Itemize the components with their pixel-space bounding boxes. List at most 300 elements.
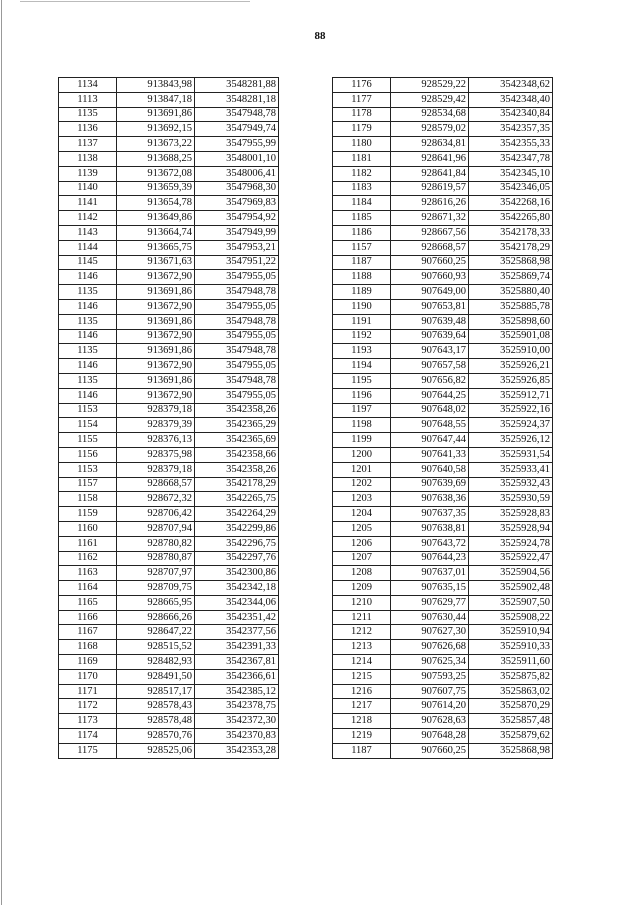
table-row (59, 122, 279, 137)
x-coordinate-cell: 907625,34 (391, 655, 469, 670)
y-coordinate-cell: 3547949,99 (195, 225, 279, 240)
y-coordinate-cell: 3542265,80 (469, 211, 553, 226)
y-coordinate-cell: 3547948,78 (195, 373, 279, 388)
x-coordinate-cell: 913665,75 (117, 240, 195, 255)
point-number-cell: 1210 (333, 595, 391, 610)
x-coordinate-cell: 928525,06 (117, 743, 195, 758)
point-number-cell: 1166 (59, 610, 117, 625)
x-coordinate-cell: 913672,90 (117, 388, 195, 403)
y-coordinate-cell: 3542268,16 (469, 196, 553, 211)
y-coordinate-cell: 3547948,78 (195, 285, 279, 300)
x-coordinate-cell: 928619,57 (391, 181, 469, 196)
table-row (59, 255, 279, 270)
table-row (333, 684, 553, 699)
point-number-cell: 1180 (333, 137, 391, 152)
point-number-cell: 1162 (59, 551, 117, 566)
y-coordinate-cell: 3525902,48 (469, 581, 553, 596)
point-number-cell: 1203 (333, 492, 391, 507)
point-number-cell: 1153 (59, 403, 117, 418)
point-number-cell: 1183 (333, 181, 391, 196)
table-row (333, 595, 553, 610)
table-row (333, 196, 553, 211)
table-row (59, 507, 279, 522)
y-coordinate-cell: 3547954,92 (195, 211, 279, 226)
x-coordinate-cell: 928634,81 (391, 137, 469, 152)
x-coordinate-cell: 928379,39 (117, 418, 195, 433)
x-coordinate-cell: 907593,25 (391, 669, 469, 684)
point-number-cell: 1160 (59, 521, 117, 536)
x-coordinate-cell: 913843,98 (117, 78, 195, 93)
y-coordinate-cell: 3542348,40 (469, 92, 553, 107)
point-number-cell: 1136 (59, 122, 117, 137)
y-coordinate-cell: 3542372,30 (195, 714, 279, 729)
table-row (333, 418, 553, 433)
point-number-cell: 1134 (59, 78, 117, 93)
point-number-cell: 1176 (333, 78, 391, 93)
y-coordinate-cell: 3542265,75 (195, 492, 279, 507)
y-coordinate-cell: 3525885,78 (469, 299, 553, 314)
table-row (333, 270, 553, 285)
point-number-cell: 1182 (333, 166, 391, 181)
x-coordinate-cell: 913847,18 (117, 92, 195, 107)
y-coordinate-cell: 3547955,05 (195, 359, 279, 374)
y-coordinate-cell: 3525928,94 (469, 521, 553, 536)
point-number-cell: 1204 (333, 507, 391, 522)
point-number-cell: 1135 (59, 314, 117, 329)
table-row (333, 492, 553, 507)
point-number-cell: 1184 (333, 196, 391, 211)
y-coordinate-cell: 3542351,42 (195, 610, 279, 625)
x-coordinate-cell: 928534,68 (391, 107, 469, 122)
table-row (59, 729, 279, 744)
x-coordinate-cell: 907629,77 (391, 595, 469, 610)
x-coordinate-cell: 907640,58 (391, 462, 469, 477)
x-coordinate-cell: 928667,56 (391, 225, 469, 240)
point-number-cell: 1157 (59, 477, 117, 492)
x-coordinate-cell: 907647,44 (391, 433, 469, 448)
y-coordinate-cell: 3525908,22 (469, 610, 553, 625)
y-coordinate-cell: 3525922,16 (469, 403, 553, 418)
table-row (59, 418, 279, 433)
point-number-cell: 1193 (333, 344, 391, 359)
point-number-cell: 1164 (59, 581, 117, 596)
y-coordinate-cell: 3525930,59 (469, 492, 553, 507)
table-row (59, 196, 279, 211)
x-coordinate-cell: 907637,35 (391, 507, 469, 522)
x-coordinate-cell: 913672,90 (117, 270, 195, 285)
x-coordinate-cell: 913691,86 (117, 285, 195, 300)
y-coordinate-cell: 3542353,28 (195, 743, 279, 758)
y-coordinate-cell: 3542378,75 (195, 699, 279, 714)
point-number-cell: 1177 (333, 92, 391, 107)
table-row (333, 122, 553, 137)
y-coordinate-cell: 3542366,61 (195, 669, 279, 684)
table-row (333, 285, 553, 300)
x-coordinate-cell: 928780,87 (117, 551, 195, 566)
coordinates-table-right-body (333, 78, 553, 759)
x-coordinate-cell: 907627,30 (391, 625, 469, 640)
y-coordinate-cell: 3525926,21 (469, 359, 553, 374)
point-number-cell: 1146 (59, 388, 117, 403)
y-coordinate-cell: 3525907,50 (469, 595, 553, 610)
x-coordinate-cell: 928515,52 (117, 640, 195, 655)
point-number-cell: 1141 (59, 196, 117, 211)
point-number-cell: 1145 (59, 255, 117, 270)
y-coordinate-cell: 3542342,18 (195, 581, 279, 596)
table-row (59, 166, 279, 181)
point-number-cell: 1174 (59, 729, 117, 744)
point-number-cell: 1113 (59, 92, 117, 107)
table-row (333, 78, 553, 93)
y-coordinate-cell: 3525869,74 (469, 270, 553, 285)
x-coordinate-cell: 928641,96 (391, 151, 469, 166)
point-number-cell: 1178 (333, 107, 391, 122)
point-number-cell: 1213 (333, 640, 391, 655)
point-number-cell: 1143 (59, 225, 117, 240)
x-coordinate-cell: 913672,08 (117, 166, 195, 181)
y-coordinate-cell: 3525910,33 (469, 640, 553, 655)
x-coordinate-cell: 907660,25 (391, 255, 469, 270)
table-row (59, 285, 279, 300)
point-number-cell: 1185 (333, 211, 391, 226)
y-coordinate-cell: 3542178,29 (195, 477, 279, 492)
table-row (59, 477, 279, 492)
y-coordinate-cell: 3542357,35 (469, 122, 553, 137)
x-coordinate-cell: 928578,48 (117, 714, 195, 729)
y-coordinate-cell: 3542344,06 (195, 595, 279, 610)
y-coordinate-cell: 3525933,41 (469, 462, 553, 477)
point-number-cell: 1155 (59, 433, 117, 448)
point-number-cell: 1159 (59, 507, 117, 522)
table-row (59, 743, 279, 758)
y-coordinate-cell: 3525898,60 (469, 314, 553, 329)
table-row (333, 669, 553, 684)
y-coordinate-cell: 3525911,60 (469, 655, 553, 670)
x-coordinate-cell: 913691,86 (117, 344, 195, 359)
x-coordinate-cell: 907628,63 (391, 714, 469, 729)
point-number-cell: 1168 (59, 640, 117, 655)
table-row (59, 625, 279, 640)
point-number-cell: 1181 (333, 151, 391, 166)
point-number-cell: 1187 (333, 743, 391, 758)
x-coordinate-cell: 913671,63 (117, 255, 195, 270)
y-coordinate-cell: 3525868,98 (469, 743, 553, 758)
point-number-cell: 1179 (333, 122, 391, 137)
table-row (59, 181, 279, 196)
point-number-cell: 1211 (333, 610, 391, 625)
x-coordinate-cell: 913672,90 (117, 359, 195, 374)
y-coordinate-cell: 3542358,66 (195, 447, 279, 462)
x-coordinate-cell: 907649,00 (391, 285, 469, 300)
table-row (59, 329, 279, 344)
point-number-cell: 1161 (59, 536, 117, 551)
point-number-cell: 1146 (59, 299, 117, 314)
point-number-cell: 1146 (59, 329, 117, 344)
table-row (333, 166, 553, 181)
y-coordinate-cell: 3542178,33 (469, 225, 553, 240)
x-coordinate-cell: 907643,17 (391, 344, 469, 359)
table-row (333, 344, 553, 359)
y-coordinate-cell: 3525922,47 (469, 551, 553, 566)
table-row (333, 181, 553, 196)
point-number-cell: 1190 (333, 299, 391, 314)
y-coordinate-cell: 3542300,86 (195, 566, 279, 581)
x-coordinate-cell: 907638,36 (391, 492, 469, 507)
x-coordinate-cell: 907630,44 (391, 610, 469, 625)
y-coordinate-cell: 3525857,48 (469, 714, 553, 729)
table-row (333, 743, 553, 758)
table-row (333, 507, 553, 522)
point-number-cell: 1142 (59, 211, 117, 226)
x-coordinate-cell: 928668,57 (391, 240, 469, 255)
x-coordinate-cell: 913672,90 (117, 329, 195, 344)
y-coordinate-cell: 3542358,26 (195, 403, 279, 418)
table-row (333, 388, 553, 403)
point-number-cell: 1195 (333, 373, 391, 388)
y-coordinate-cell: 3525931,54 (469, 447, 553, 462)
y-coordinate-cell: 3547953,21 (195, 240, 279, 255)
x-coordinate-cell: 913688,25 (117, 151, 195, 166)
x-coordinate-cell: 907648,28 (391, 729, 469, 744)
x-coordinate-cell: 913672,90 (117, 299, 195, 314)
point-number-cell: 1146 (59, 359, 117, 374)
table-row (333, 610, 553, 625)
point-number-cell: 1188 (333, 270, 391, 285)
point-number-cell: 1169 (59, 655, 117, 670)
y-coordinate-cell: 3547968,30 (195, 181, 279, 196)
point-number-cell: 1167 (59, 625, 117, 640)
x-coordinate-cell: 928707,94 (117, 521, 195, 536)
point-number-cell: 1135 (59, 107, 117, 122)
y-coordinate-cell: 3542264,29 (195, 507, 279, 522)
table-row (59, 388, 279, 403)
y-coordinate-cell: 3547955,05 (195, 270, 279, 285)
point-number-cell: 1153 (59, 462, 117, 477)
x-coordinate-cell: 928665,95 (117, 595, 195, 610)
x-coordinate-cell: 907660,93 (391, 270, 469, 285)
x-coordinate-cell: 907607,75 (391, 684, 469, 699)
x-coordinate-cell: 913649,86 (117, 211, 195, 226)
x-coordinate-cell: 907637,01 (391, 566, 469, 581)
y-coordinate-cell: 3542346,05 (469, 181, 553, 196)
table-row (59, 551, 279, 566)
table-row (59, 344, 279, 359)
point-number-cell: 1175 (59, 743, 117, 758)
x-coordinate-cell: 928706,42 (117, 507, 195, 522)
y-coordinate-cell: 3525863,02 (469, 684, 553, 699)
y-coordinate-cell: 3547969,83 (195, 196, 279, 211)
x-coordinate-cell: 907639,64 (391, 329, 469, 344)
y-coordinate-cell: 3525879,62 (469, 729, 553, 744)
table-row (333, 107, 553, 122)
x-coordinate-cell: 913664,74 (117, 225, 195, 240)
table-row (59, 225, 279, 240)
x-coordinate-cell: 913692,15 (117, 122, 195, 137)
point-number-cell: 1170 (59, 669, 117, 684)
table-row (59, 684, 279, 699)
y-coordinate-cell: 3542178,29 (469, 240, 553, 255)
x-coordinate-cell: 928517,17 (117, 684, 195, 699)
point-number-cell: 1200 (333, 447, 391, 462)
y-coordinate-cell: 3547948,78 (195, 314, 279, 329)
table-row (59, 566, 279, 581)
table-row (59, 610, 279, 625)
table-row (59, 669, 279, 684)
scan-edge-line (1, 0, 2, 905)
point-number-cell: 1192 (333, 329, 391, 344)
x-coordinate-cell: 928578,43 (117, 699, 195, 714)
x-coordinate-cell: 907656,82 (391, 373, 469, 388)
table-row (59, 462, 279, 477)
y-coordinate-cell: 3542365,69 (195, 433, 279, 448)
y-coordinate-cell: 3547949,74 (195, 122, 279, 137)
y-coordinate-cell: 3542296,75 (195, 536, 279, 551)
table-row (59, 299, 279, 314)
x-coordinate-cell: 907614,20 (391, 699, 469, 714)
table-row (59, 492, 279, 507)
table-row (333, 225, 553, 240)
y-coordinate-cell: 3547955,05 (195, 299, 279, 314)
x-coordinate-cell: 907644,23 (391, 551, 469, 566)
x-coordinate-cell: 928780,82 (117, 536, 195, 551)
page-number: 88 (314, 30, 326, 42)
y-coordinate-cell: 3547955,05 (195, 329, 279, 344)
table-row (333, 714, 553, 729)
table-row (333, 625, 553, 640)
table-row (59, 447, 279, 462)
table-row (59, 314, 279, 329)
x-coordinate-cell: 928671,32 (391, 211, 469, 226)
table-row (333, 151, 553, 166)
coordinates-table-left-body (59, 78, 279, 759)
table-row (59, 373, 279, 388)
x-coordinate-cell: 907638,81 (391, 521, 469, 536)
table-row (333, 433, 553, 448)
x-coordinate-cell: 928570,76 (117, 729, 195, 744)
point-number-cell: 1208 (333, 566, 391, 581)
table-row (333, 640, 553, 655)
x-coordinate-cell: 907648,55 (391, 418, 469, 433)
table-row (59, 137, 279, 152)
x-coordinate-cell: 928579,02 (391, 122, 469, 137)
point-number-cell: 1218 (333, 714, 391, 729)
point-number-cell: 1215 (333, 669, 391, 684)
x-coordinate-cell: 928666,26 (117, 610, 195, 625)
x-coordinate-cell: 928668,57 (117, 477, 195, 492)
x-coordinate-cell: 928707,97 (117, 566, 195, 581)
coordinates-table-right (332, 77, 553, 759)
point-number-cell: 1212 (333, 625, 391, 640)
x-coordinate-cell: 928529,42 (391, 92, 469, 107)
x-coordinate-cell: 913673,22 (117, 137, 195, 152)
point-number-cell: 1140 (59, 181, 117, 196)
point-number-cell: 1187 (333, 255, 391, 270)
x-coordinate-cell: 907660,25 (391, 743, 469, 758)
x-coordinate-cell: 907639,48 (391, 314, 469, 329)
point-number-cell: 1219 (333, 729, 391, 744)
table-row (59, 92, 279, 107)
point-number-cell: 1135 (59, 373, 117, 388)
point-number-cell: 1216 (333, 684, 391, 699)
point-number-cell: 1207 (333, 551, 391, 566)
y-coordinate-cell: 3542297,76 (195, 551, 279, 566)
table-row (59, 270, 279, 285)
point-number-cell: 1139 (59, 166, 117, 181)
table-row (59, 521, 279, 536)
table-row (59, 107, 279, 122)
x-coordinate-cell: 907648,02 (391, 403, 469, 418)
y-coordinate-cell: 3547951,22 (195, 255, 279, 270)
point-number-cell: 1186 (333, 225, 391, 240)
point-number-cell: 1171 (59, 684, 117, 699)
point-number-cell: 1202 (333, 477, 391, 492)
x-coordinate-cell: 928672,32 (117, 492, 195, 507)
y-coordinate-cell: 3547955,99 (195, 137, 279, 152)
table-row (333, 566, 553, 581)
y-coordinate-cell: 3542340,84 (469, 107, 553, 122)
table-row (333, 521, 553, 536)
table-row (59, 595, 279, 610)
table-row (333, 299, 553, 314)
x-coordinate-cell: 928379,18 (117, 462, 195, 477)
y-coordinate-cell: 3548281,88 (195, 78, 279, 93)
y-coordinate-cell: 3525901,08 (469, 329, 553, 344)
table-row (59, 714, 279, 729)
x-coordinate-cell: 928647,22 (117, 625, 195, 640)
table-row (59, 433, 279, 448)
y-coordinate-cell: 3525868,98 (469, 255, 553, 270)
x-coordinate-cell: 907644,25 (391, 388, 469, 403)
point-number-cell: 1201 (333, 462, 391, 477)
table-row (333, 240, 553, 255)
point-number-cell: 1137 (59, 137, 117, 152)
point-number-cell: 1146 (59, 270, 117, 285)
point-number-cell: 1206 (333, 536, 391, 551)
y-coordinate-cell: 3525928,83 (469, 507, 553, 522)
point-number-cell: 1196 (333, 388, 391, 403)
table-row (333, 536, 553, 551)
y-coordinate-cell: 3542358,26 (195, 462, 279, 477)
point-number-cell: 1205 (333, 521, 391, 536)
y-coordinate-cell: 3525912,71 (469, 388, 553, 403)
y-coordinate-cell: 3525932,43 (469, 477, 553, 492)
x-coordinate-cell: 913659,39 (117, 181, 195, 196)
table-row (333, 729, 553, 744)
y-coordinate-cell: 3525904,56 (469, 566, 553, 581)
y-coordinate-cell: 3542348,62 (469, 78, 553, 93)
y-coordinate-cell: 3525924,37 (469, 418, 553, 433)
y-coordinate-cell: 3542345,10 (469, 166, 553, 181)
y-coordinate-cell: 3542385,12 (195, 684, 279, 699)
scan-top-line (20, 1, 250, 2)
table-row (333, 447, 553, 462)
x-coordinate-cell: 907657,58 (391, 359, 469, 374)
x-coordinate-cell: 913691,86 (117, 373, 195, 388)
table-row (333, 477, 553, 492)
table-row (59, 151, 279, 166)
y-coordinate-cell: 3525880,40 (469, 285, 553, 300)
y-coordinate-cell: 3542367,81 (195, 655, 279, 670)
x-coordinate-cell: 907639,69 (391, 477, 469, 492)
table-row (59, 536, 279, 551)
y-coordinate-cell: 3547948,78 (195, 344, 279, 359)
table-row (333, 92, 553, 107)
y-coordinate-cell: 3542355,33 (469, 137, 553, 152)
point-number-cell: 1198 (333, 418, 391, 433)
y-coordinate-cell: 3542365,29 (195, 418, 279, 433)
point-number-cell: 1135 (59, 285, 117, 300)
table-row (333, 359, 553, 374)
